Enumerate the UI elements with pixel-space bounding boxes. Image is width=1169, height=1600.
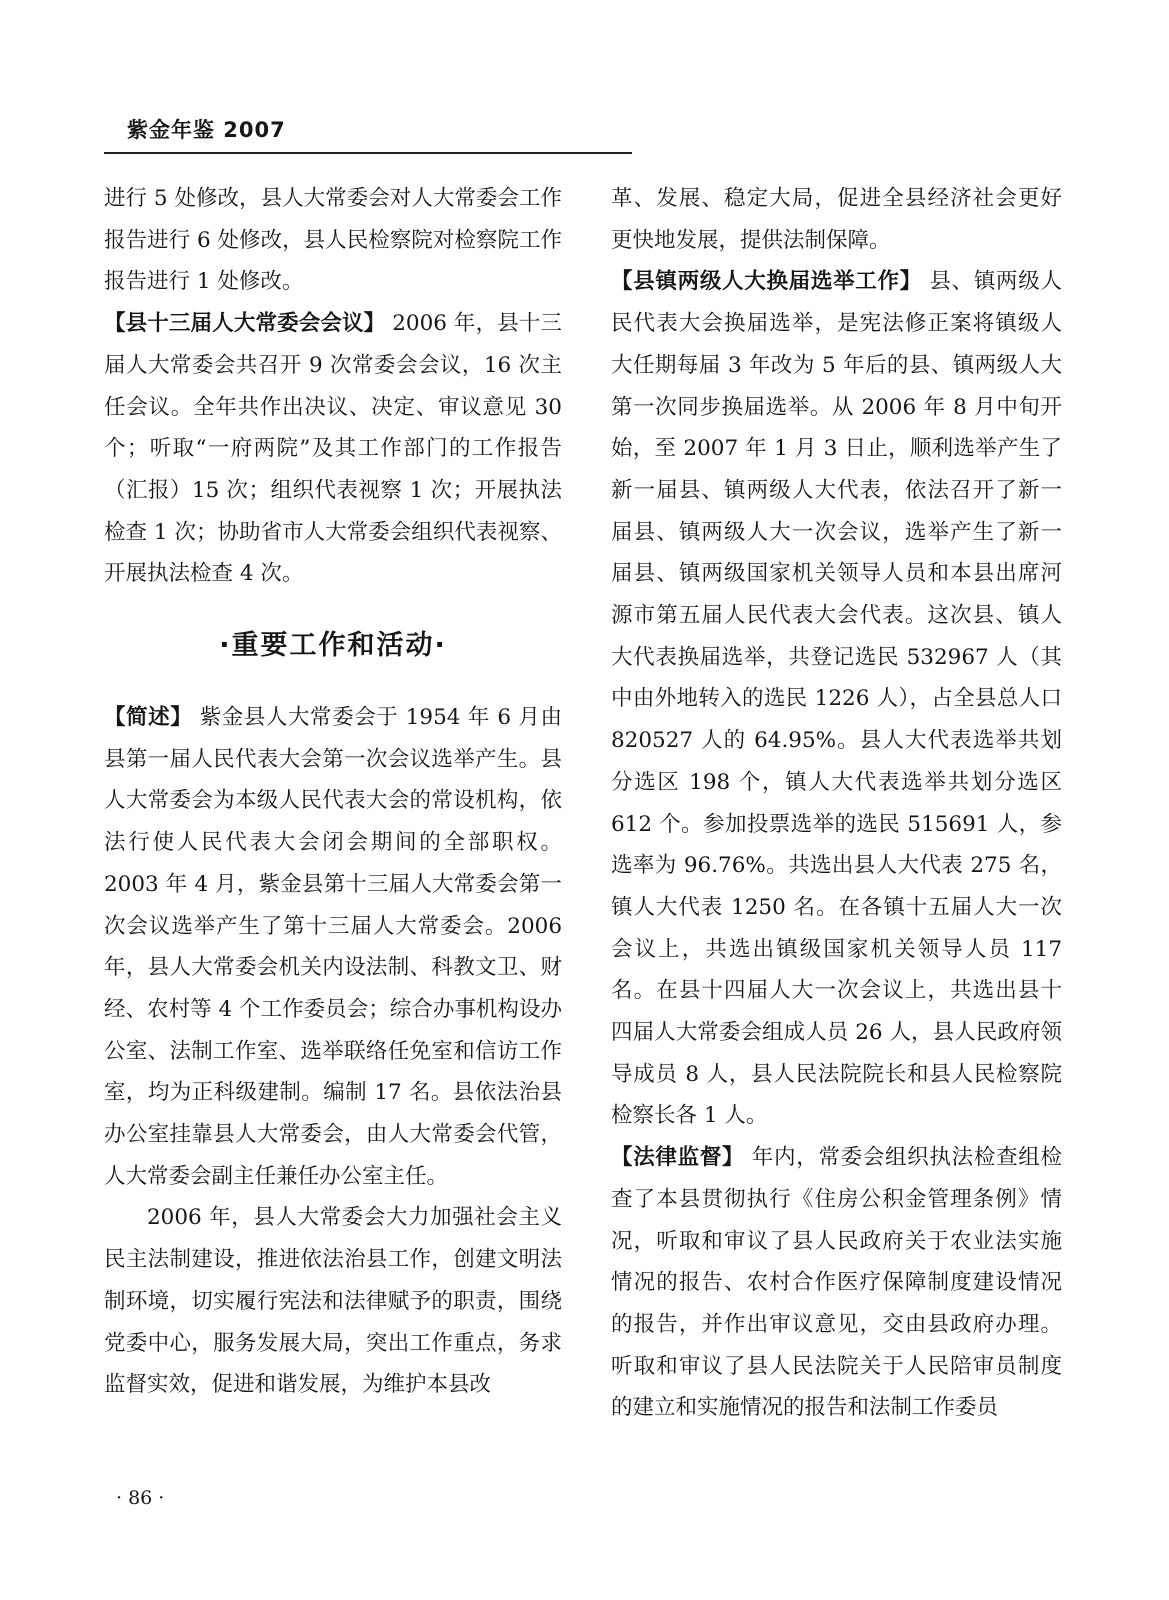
overview-heading: 【简述】 [104, 705, 193, 731]
running-header-title: 紫金年鉴 2007 [127, 118, 286, 142]
page-number: · 86 · [116, 1487, 165, 1509]
section-heading: ·重要工作和活动· [219, 630, 447, 662]
continuation-paragraph: 进行 5 处修改，县人大常委会对人大常委会工作报告进行 6 处修改，县人民检察院对检察院工作报告进行 1 处修改。 [104, 186, 562, 295]
paragraph-2006: 2006 年，县人大常委会大力加强社会主义民主法制建设，推进依法治县工作，创建文明法制环境，切实履行宪法和法律赋予的职责，围绕党委中心，服务发展大局，突出工作重点，务求监督实效，促进和谐发展，为维护本县改 [104, 1205, 562, 1398]
election-heading: 【县镇两级人大换届选举工作】 [611, 269, 922, 295]
right-column [611, 178, 1062, 1429]
meeting-text: 2006 年，县十三届人大常委会共召开 9 次常委会会议，16 次主任会议。全年共作出决议、决定、审议意见 30 个；听取“一府两院”及其工作部门的工作报告（汇报）15 次；组织代表视察 1 次；开展执法检查 1 次；协助省市人大常委会组织代表视察、开展执法检查 4 次。 [104, 311, 562, 587]
meeting-heading: 【县十三届人大常委会会议】 [104, 311, 386, 337]
meeting-entry [104, 303, 562, 595]
election-entry [611, 261, 1062, 1137]
continuation-paragraph-right: 革、发展、稳定大局，促进全县经济社会更好更快地发展，提供法制保障。 [611, 186, 1062, 253]
election-text: 县、镇两级人民代表大会换届选举，是宪法修正案将镇级人大任期每届 3 年改为 5 年后的县、镇两级人大第一次同步换届选举。从 2006 年 8 月中旬开始，至 2007 年 1 月 3 日止，顺利选举产生了新一届县、镇两级人大代表，依法召开了新一届县、镇两级人大一次会议，选举产生了新一届县、镇两级国家机关领导人员和本县出席河源市第五届人民代表大会代表。这次县、镇人大代表换届选举，共登记选民 532967 人（其中由外地转入的选民 1226 人），占全县总人口 820527 人的 64.95%。县人大代表选举共划分选区 198 个，镇人大代表选举共划分选区 612 个。参加投票选举的选民 515691 人，参选率为 96.76%。共选出县人大代表 275 名，镇人大代表 1250 名。在各镇十五届人大一次会议上，共选出镇级国家机关领导人员 117 名。在县十四届人大一次会议上，共选出县十四届人大常委会组成人员 26 人，县人民政府领导成员 8 人，县人民法院院长和县人民检察院检察长各 1 人。 [611, 269, 1062, 1129]
header-rule [104, 152, 632, 154]
supervision-entry [611, 1137, 1062, 1429]
overview-text: 紫金县人大常委会于 1954 年 6 月由县第一届人民代表大会第一次会议选举产生。县人大常委会为本级人民代表大会的常设机构，依法行使人民代表大会闭会期间的全部职权。2003 年 4 月，紫金县第十三届人大常委会第一次会议选举产生了第十三届人大常委会。2006 年，县人大常委会机关内设法制、科教文卫、财经、农村等 4 个工作委员会；综合办事机构设办公室、法制工作室、选举联络任免室和信访工作室，均为正科级建制。编制 17 名。县依法治县办公室挂靠县人大常委会，由人大常委会代管，人大常委会副主任兼任办公室主任。 [104, 705, 562, 1189]
overview-entry [104, 697, 562, 1197]
supervision-text: 年内，常委会组织执法检查组检查了本县贯彻执行《住房公积金管理条例》情况，听取和审议了县人民政府关于农业法实施情况的报告、农村合作医疗保障制度建设情况的报告，并作出审议意见，交由县政府办理。听取和审议了县人民法院关于人民陪审员制度的建立和实施情况的报告和法制工作委员 [611, 1145, 1062, 1421]
supervision-heading: 【法律监督】 [611, 1145, 745, 1171]
left-column [104, 178, 562, 1406]
